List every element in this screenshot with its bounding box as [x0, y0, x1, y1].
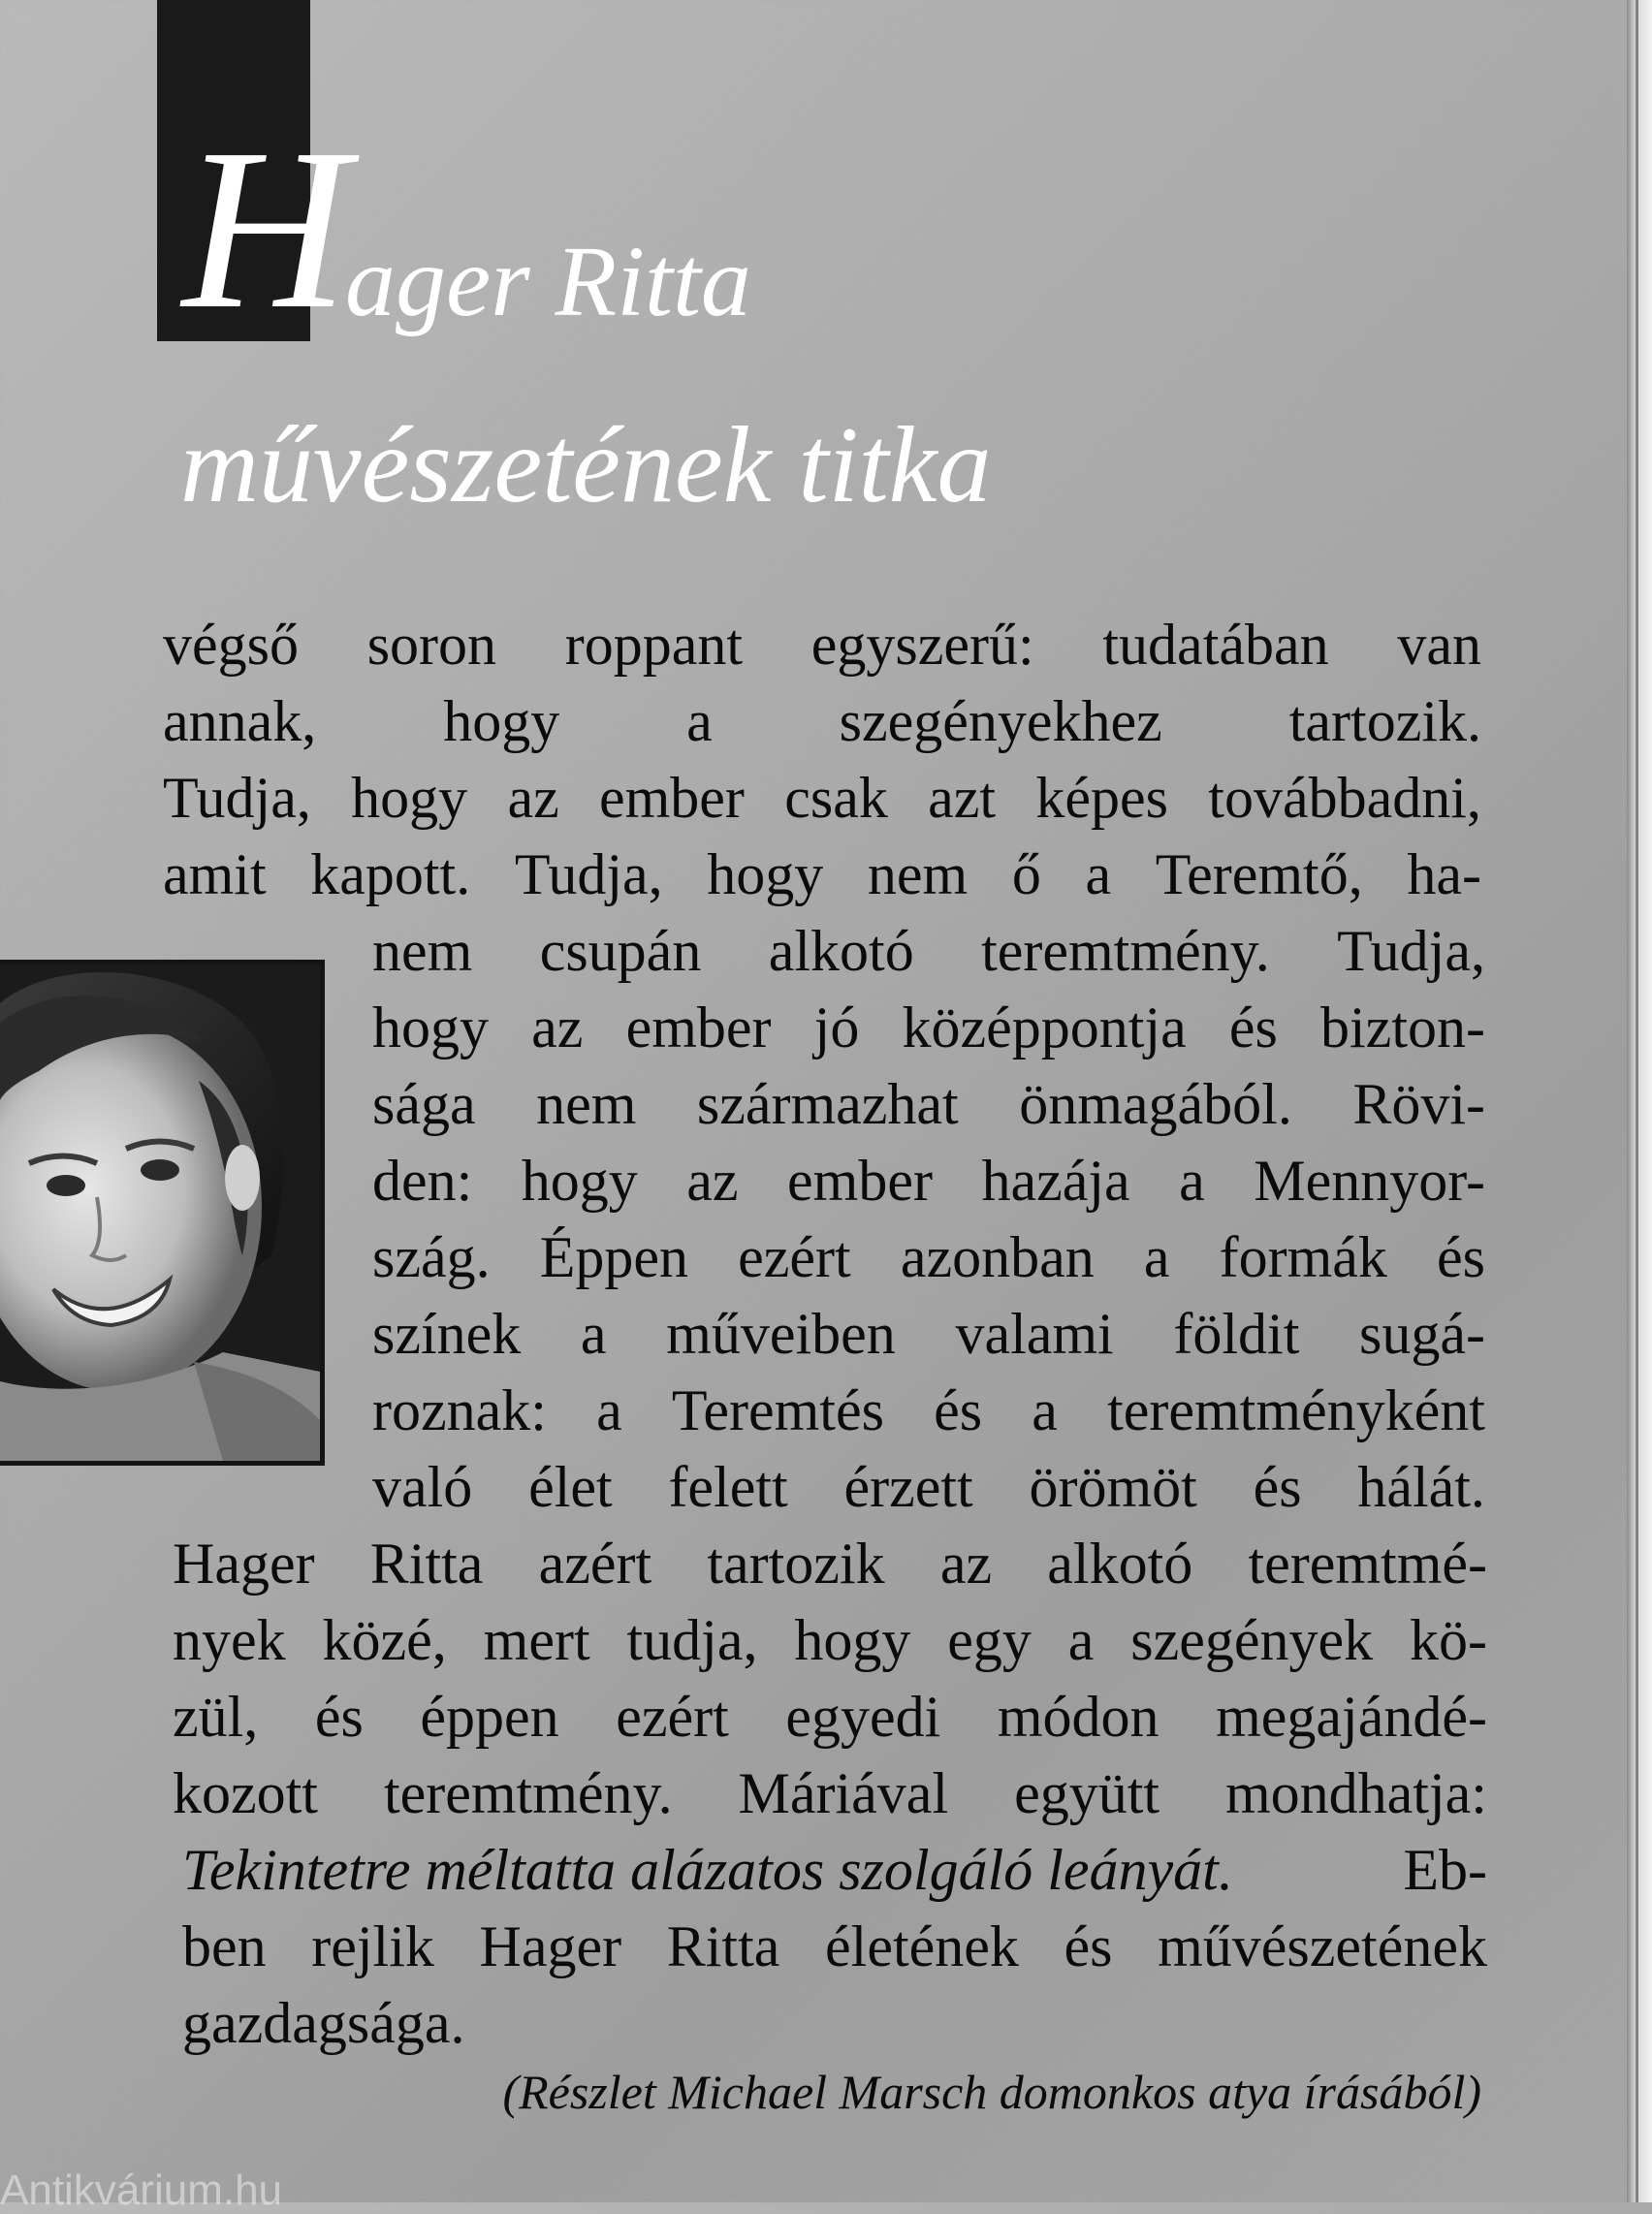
- word: zül,: [173, 1685, 259, 1749]
- word: hazája: [981, 1149, 1130, 1213]
- word: valami: [955, 1302, 1114, 1366]
- word: örömöt: [1029, 1455, 1197, 1519]
- word: azonban: [900, 1225, 1095, 1289]
- word: Hager: [479, 1914, 622, 1978]
- word: hálát.: [1357, 1455, 1485, 1519]
- word: és: [934, 1378, 983, 1442]
- word: Teremtő,: [1155, 842, 1363, 906]
- word: földit: [1173, 1302, 1300, 1366]
- word: azt: [928, 766, 997, 830]
- text-line: [372, 1296, 1485, 1373]
- word: érzett: [843, 1455, 973, 1519]
- text-line: annak, hogy a szegényekhez tartozik.: [163, 689, 1481, 753]
- word: egyedi: [785, 1685, 941, 1749]
- text-line: [163, 837, 1481, 913]
- word: hogy: [372, 996, 489, 1060]
- word: Máriával: [738, 1761, 949, 1825]
- word: az: [507, 766, 559, 830]
- word: egy: [947, 1608, 1032, 1672]
- word: élet: [528, 1455, 613, 1519]
- page-edge-line: [1636, 0, 1638, 2202]
- word: teremtmé-: [1248, 1532, 1487, 1596]
- word: Mennyor-: [1254, 1149, 1485, 1213]
- paragraph-2: [163, 760, 1481, 913]
- text-line: [173, 1755, 1487, 1832]
- word: jó: [813, 996, 860, 1060]
- word: műveiben: [666, 1302, 896, 1366]
- word: Hager: [173, 1532, 315, 1596]
- word: a: [1067, 1608, 1095, 1672]
- text-line: [372, 1449, 1485, 1526]
- watermark: Antikvárium.hu: [0, 2167, 283, 2214]
- word: ember: [599, 766, 745, 830]
- portrait-image: [0, 965, 320, 1461]
- word: ember: [787, 1149, 933, 1213]
- word: bizton-: [1320, 996, 1485, 1060]
- text-line: gazdagsága.: [182, 1991, 465, 2055]
- text-line: [372, 1219, 1485, 1296]
- word: teremtmény.: [383, 1761, 673, 1825]
- word: nem: [536, 1072, 637, 1136]
- word: Tudja,: [514, 842, 663, 906]
- word: életének: [825, 1914, 1019, 1978]
- word: a: [1143, 1225, 1170, 1289]
- word: az: [531, 996, 584, 1060]
- word: roppant: [564, 613, 744, 677]
- word: a: [596, 1378, 622, 1442]
- word: Tudja,: [1337, 919, 1485, 983]
- word: sugá-: [1359, 1302, 1485, 1366]
- word: mondhatja:: [1225, 1761, 1487, 1825]
- text-line: [163, 760, 1481, 837]
- word: a: [1179, 1149, 1205, 1213]
- text-line: [372, 1373, 1485, 1449]
- word: formák: [1219, 1225, 1387, 1289]
- word: nem: [867, 842, 969, 906]
- word: az: [686, 1149, 739, 1213]
- word: egyszerű:: [810, 613, 1034, 677]
- quote-continuation: Eb-: [1403, 1838, 1487, 1902]
- title-line-2: művészetének titka: [180, 405, 992, 525]
- word: önmagából.: [1019, 1072, 1292, 1136]
- word: mert: [483, 1608, 590, 1672]
- word: tudja,: [626, 1608, 758, 1672]
- text-line-quote: [182, 1832, 1487, 1909]
- word: alkotó: [1047, 1532, 1193, 1596]
- text-line: [173, 1602, 1487, 1679]
- word: teremtményként: [1107, 1378, 1485, 1442]
- word: a: [1085, 842, 1112, 906]
- word: közé,: [322, 1608, 447, 1672]
- word: való: [372, 1455, 473, 1519]
- text-line: [182, 1909, 1487, 1985]
- word: teremtmény.: [981, 919, 1270, 983]
- word: művészetének: [1158, 1914, 1487, 1978]
- word: kapott.: [310, 842, 471, 906]
- author-portrait: [0, 960, 325, 1466]
- word: Ritta: [369, 1532, 484, 1596]
- word: és: [1437, 1225, 1485, 1289]
- word: kö-: [1410, 1608, 1487, 1672]
- word: megajándé-: [1216, 1685, 1487, 1749]
- word: továbbadni,: [1208, 766, 1481, 830]
- word: csupán: [539, 919, 702, 983]
- word: és: [1064, 1914, 1113, 1978]
- word: kozott: [173, 1761, 318, 1825]
- word: soron: [366, 613, 497, 677]
- word: hogy: [351, 766, 468, 830]
- word: Rövi-: [1352, 1072, 1485, 1136]
- text-line: [372, 913, 1485, 990]
- word: és: [1253, 1455, 1302, 1519]
- word: szegények: [1130, 1608, 1374, 1672]
- word: Ritta: [666, 1914, 780, 1978]
- text-line: [372, 1066, 1485, 1143]
- word: Teremtés: [671, 1378, 884, 1442]
- word: rejlik: [311, 1914, 434, 1978]
- word: Éppen: [539, 1225, 689, 1289]
- paragraph-4: [173, 1526, 1487, 1832]
- word: ember: [625, 996, 772, 1060]
- word: ő: [1011, 842, 1041, 906]
- word: sága: [372, 1072, 476, 1136]
- word: ha-: [1407, 842, 1481, 906]
- word: ben: [182, 1914, 267, 1978]
- word: den:: [372, 1149, 473, 1213]
- word: végső: [163, 613, 299, 677]
- word: ezért: [616, 1685, 729, 1749]
- paragraph-5: [182, 1832, 1487, 2062]
- word: és: [314, 1685, 364, 1749]
- word: ezért: [738, 1225, 851, 1289]
- word: roznak:: [372, 1378, 547, 1442]
- word: hogy: [794, 1608, 911, 1672]
- text-line: [173, 1679, 1487, 1755]
- text-line: [372, 990, 1485, 1066]
- word: származhat: [696, 1072, 959, 1136]
- word: módon: [997, 1685, 1160, 1749]
- word: képes: [1035, 766, 1168, 830]
- word: amit: [163, 842, 267, 906]
- paragraph-3: [372, 913, 1485, 1526]
- text-line: [173, 1526, 1487, 1602]
- quote-text: Tekintetre méltatta alázatos szolgáló leányát.: [182, 1838, 1233, 1902]
- citation: (Részlet Michael Marsch domonkos atya írásából): [502, 2065, 1481, 2119]
- word: és: [1228, 996, 1278, 1060]
- page-edge: [1627, 0, 1652, 2202]
- word: színek: [372, 1302, 522, 1366]
- title-line-1: ager Ritta: [345, 226, 751, 337]
- word: van: [1397, 613, 1481, 677]
- word: Tudja,: [163, 766, 311, 830]
- word: szág.: [372, 1225, 491, 1289]
- word: felett: [668, 1455, 788, 1519]
- text-line: [372, 1143, 1485, 1219]
- word: azért: [538, 1532, 652, 1596]
- word: nyek: [173, 1608, 286, 1672]
- word: az: [939, 1532, 993, 1596]
- word: hogy: [707, 842, 824, 906]
- word: csak: [784, 766, 888, 830]
- word: éppen: [420, 1685, 559, 1749]
- word: együtt: [1014, 1761, 1160, 1825]
- word: alkotó: [768, 919, 914, 983]
- word: tartozik: [707, 1532, 885, 1596]
- word: a: [580, 1302, 607, 1366]
- word: hogy: [521, 1149, 638, 1213]
- word: nem: [372, 919, 473, 983]
- paragraph-1: [163, 607, 1481, 760]
- word: tudatában: [1102, 613, 1329, 677]
- title-drop-cap: H: [182, 102, 345, 357]
- text-line: [163, 607, 1481, 683]
- word: középpontja: [902, 996, 1187, 1060]
- word: a: [1032, 1378, 1058, 1442]
